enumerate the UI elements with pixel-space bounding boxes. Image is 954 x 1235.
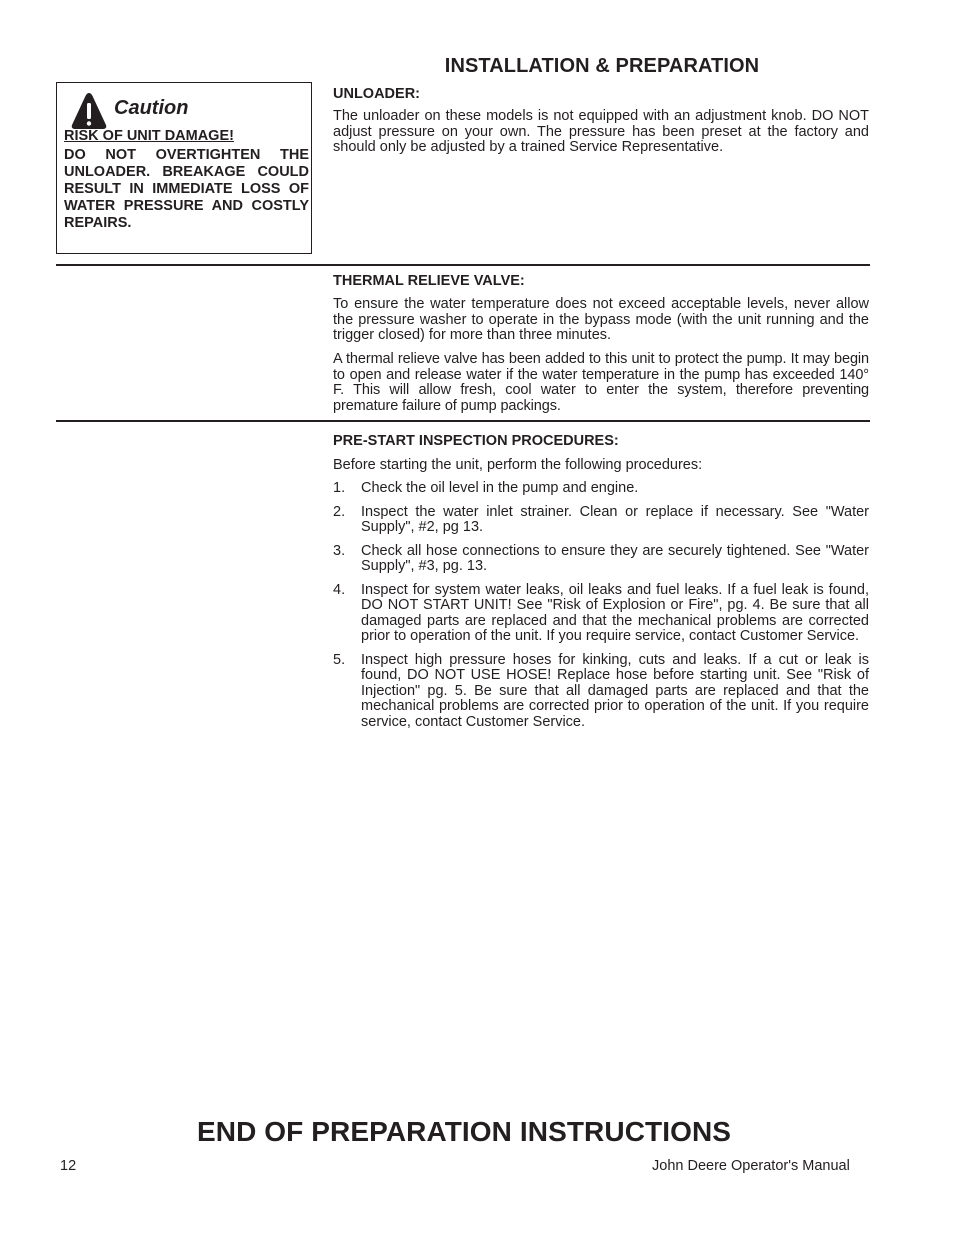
step-number: 1.: [333, 480, 346, 496]
thermal-paragraph-2: A thermal relieve valve has been added to this unit to protect the pump. It may begin to open and release water if the water temperature in the pump has exceeded 140° F. This will allow fresh, cool water to enter the system, therefore preventing premature failure of pump packings.: [333, 351, 869, 414]
step-text: Inspect the water inlet strainer. Clean or replace if necessary. See "Water Supply", #2, pg 13.: [361, 503, 869, 535]
section-divider: [56, 420, 870, 422]
step-number: 4.: [333, 581, 346, 598]
unloader-text: The unloader on these models is not equipped with an adjustment knob. DO NOT adjust pressure on your own. The pressure has been preset at the factory and should only be adjusted by a trained Service Representative.: [333, 108, 869, 155]
step-number: 2.: [333, 503, 346, 520]
step-number: 3.: [333, 542, 346, 559]
list-item: [333, 653, 869, 731]
caution-header: [70, 91, 188, 131]
caution-box: [56, 82, 312, 254]
step-text: Inspect for system water leaks, oil leaks and fuel leaks. If a fuel leak is found, DO NOT START UNIT! See "Risk of Explosion or Fire", pg. 4. Be sure that all damaged parts are replaced and that the mechanical problems are corrected prior to operation of the unit. If you require service, contact Customer Service.: [361, 581, 869, 644]
caution-body: DO NOT OVERTIGHTEN THE UNLOADER. BREAKAGE COULD RESULT IN IMMEDIATE LOSS OF WATER PRESSURE AND COSTLY REPAIRS.: [64, 147, 309, 231]
list-item: [333, 505, 869, 536]
prestart-steps-list: [333, 481, 869, 738]
page-number: 12: [60, 1158, 77, 1174]
list-item: [333, 544, 869, 575]
list-item: [333, 583, 869, 645]
step-text: Check all hose connections to ensure they are securely tightened. See "Water Supply", #3, pg. 13.: [361, 542, 869, 574]
end-title: END OF PREPARATION INSTRUCTIONS: [197, 1116, 732, 1147]
list-item: [333, 481, 869, 497]
caution-label: Caution: [114, 96, 189, 119]
prestart-heading: PRE-START INSPECTION PROCEDURES:: [333, 433, 619, 449]
thermal-heading: THERMAL RELIEVE VALVE:: [333, 273, 525, 289]
section-title: INSTALLATION & PREPARATION: [444, 55, 760, 77]
unloader-heading: UNLOADER:: [333, 86, 420, 102]
prestart-intro: Before starting the unit, perform the following procedures:: [333, 457, 703, 473]
manual-title: John Deere Operator's Manual: [652, 1158, 850, 1174]
section-divider: [56, 264, 870, 266]
step-number: 5.: [333, 651, 346, 668]
step-text: Inspect high pressure hoses for kinking, cuts and leaks. If a cut or leak is found, DO NOT USE HOSE! Replace hose before starting unit. See "Risk of Injection" pg. 5. Be sure that all damaged parts are replaced and that the mechanical problems are corrected prior to operation of the unit. If you require service, contact Customer Service.: [361, 651, 869, 730]
thermal-paragraph-1: To ensure the water temperature does not exceed acceptable levels, never allow the pressure washer to operate in the bypass mode (with the unit running and the trigger closed) for more than three minutes.: [333, 296, 869, 343]
warning-exclamation-icon: [70, 92, 108, 130]
step-text: Check the oil level in the pump and engine.: [361, 480, 639, 496]
caution-subheading: RISK OF UNIT DAMAGE!: [64, 128, 234, 144]
